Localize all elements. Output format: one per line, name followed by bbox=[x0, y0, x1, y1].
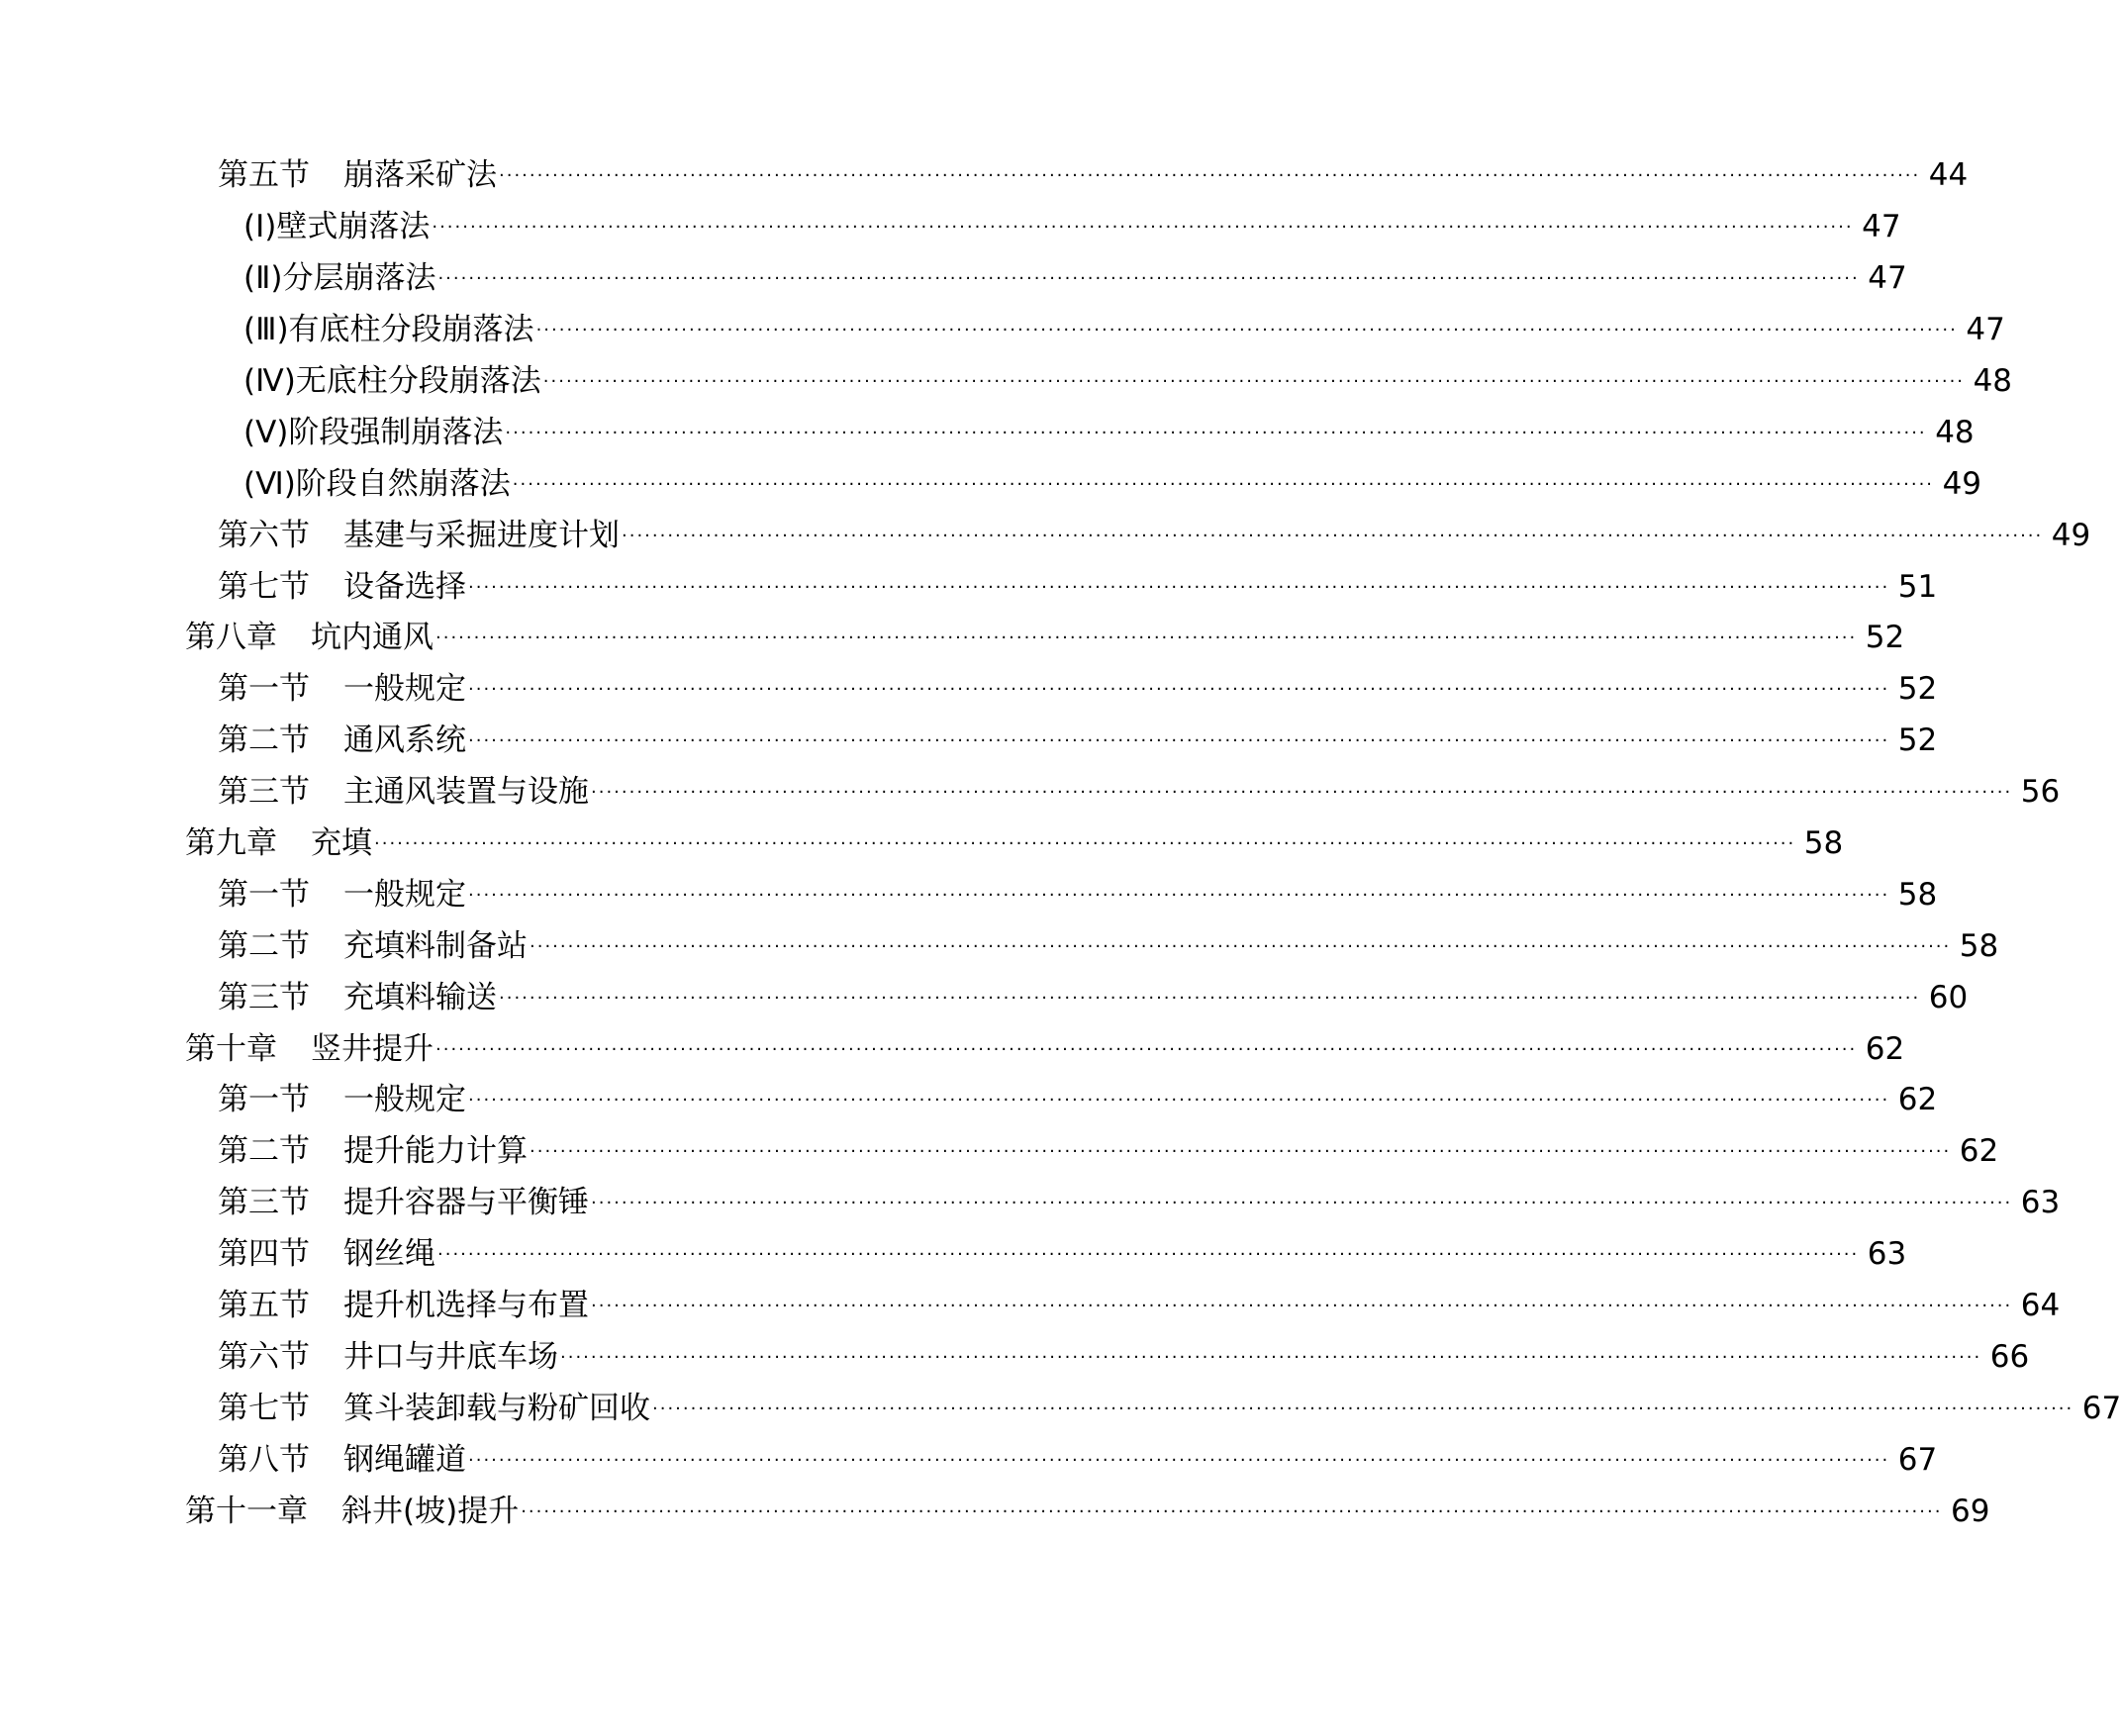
entry-title: 箕斗装卸载与粉矿回收 bbox=[343, 1390, 650, 1426]
chapter-number: 第八章 bbox=[185, 620, 277, 656]
dot-leader bbox=[499, 979, 1920, 1018]
dot-leader bbox=[468, 722, 1889, 761]
page-number: 67 bbox=[1897, 1441, 1938, 1478]
toc-entry-line bbox=[218, 1389, 2121, 1433]
entry-title: 充填料制备站 bbox=[343, 927, 528, 964]
toc-entry-line bbox=[218, 926, 1999, 971]
toc-entry-line bbox=[218, 721, 1938, 765]
chapter-number: 第九章 bbox=[185, 825, 277, 862]
page-number: 47 bbox=[1862, 209, 1901, 245]
toc-entry-line bbox=[218, 1131, 1999, 1176]
section-number: 第二节 bbox=[218, 1133, 310, 1170]
entry-title: 竖井提升 bbox=[311, 1030, 434, 1067]
toc-entry-line bbox=[243, 310, 2005, 354]
chapter-number: 第十一章 bbox=[185, 1493, 308, 1529]
toc-entry-line bbox=[218, 1080, 1938, 1124]
page-number: 44 bbox=[1928, 157, 1969, 194]
toc-entry-line bbox=[243, 258, 1907, 303]
toc-entry-line bbox=[185, 1492, 1990, 1536]
entry-title: (Ⅰ)壁式崩落法 bbox=[243, 209, 431, 245]
toc-entry[interactable] bbox=[0, 460, 1982, 512]
entry-title: 钢丝绳 bbox=[343, 1236, 435, 1273]
page-number: 47 bbox=[1966, 312, 2005, 348]
toc-entry[interactable] bbox=[0, 974, 1969, 1025]
dot-leader bbox=[468, 1081, 1889, 1120]
page-number: 47 bbox=[1868, 260, 1907, 297]
page-number: 52 bbox=[1897, 723, 1938, 759]
page-number: 67 bbox=[2081, 1390, 2121, 1426]
toc-entry[interactable] bbox=[0, 409, 1975, 460]
toc-entry-line bbox=[218, 155, 1969, 200]
dot-leader bbox=[530, 927, 1951, 967]
section-number: 第七节 bbox=[218, 1390, 310, 1426]
dot-leader bbox=[468, 670, 1889, 710]
entry-title: 主通风装置与设施 bbox=[343, 774, 589, 811]
entry-title: 提升能力计算 bbox=[343, 1133, 528, 1170]
toc-entry[interactable] bbox=[0, 1231, 1907, 1283]
page-number: 62 bbox=[1897, 1082, 1938, 1118]
toc-entry[interactable] bbox=[0, 820, 1844, 872]
entry-title: 钢绳罐道 bbox=[343, 1441, 466, 1478]
entry-title: 设备选择 bbox=[343, 568, 466, 605]
entry-title: 一般规定 bbox=[343, 876, 466, 913]
toc-entry-line bbox=[218, 772, 2061, 817]
toc-entry[interactable] bbox=[0, 255, 1907, 307]
toc-entry[interactable] bbox=[0, 1180, 2061, 1231]
toc-entry[interactable] bbox=[0, 1025, 1905, 1077]
page-number: 69 bbox=[1950, 1493, 1990, 1529]
toc-entry-line bbox=[243, 413, 1975, 457]
entry-title: (Ⅵ)阶段自然崩落法 bbox=[243, 465, 511, 502]
dot-leader bbox=[468, 568, 1889, 608]
page-number: 63 bbox=[2020, 1185, 2061, 1221]
toc-entry[interactable] bbox=[0, 358, 2013, 410]
toc-entry[interactable] bbox=[0, 307, 2005, 358]
dot-leader bbox=[560, 1338, 1981, 1378]
section-number: 第四节 bbox=[218, 1236, 310, 1273]
page-number: 56 bbox=[2020, 774, 2061, 811]
entry-title: 崩落采矿法 bbox=[343, 157, 497, 194]
dot-leader bbox=[437, 259, 1859, 299]
dot-leader bbox=[437, 1235, 1859, 1275]
entry-title: 斜井(坡)提升 bbox=[341, 1493, 520, 1529]
entry-title: 基建与采掘进度计划 bbox=[343, 517, 620, 553]
entry-title: (Ⅳ)无底柱分段崩落法 bbox=[243, 363, 541, 399]
section-number: 第二节 bbox=[218, 723, 310, 759]
toc-entry[interactable] bbox=[0, 152, 1969, 204]
dot-leader bbox=[622, 517, 2043, 556]
dot-leader bbox=[435, 1030, 1857, 1070]
entry-title: 充填 bbox=[311, 825, 372, 862]
dot-leader bbox=[591, 773, 2012, 813]
entry-title: (Ⅱ)分层崩落法 bbox=[243, 260, 436, 297]
page-number: 48 bbox=[1973, 363, 2013, 399]
toc-entry-line bbox=[185, 618, 1905, 662]
page-number: 66 bbox=[1989, 1338, 2030, 1375]
toc-entry-line bbox=[218, 978, 1969, 1022]
page-number: 51 bbox=[1897, 568, 1938, 605]
dot-leader bbox=[536, 311, 1958, 350]
section-number: 第三节 bbox=[218, 979, 310, 1015]
dot-leader bbox=[499, 156, 1920, 196]
page-number: 52 bbox=[1897, 671, 1938, 708]
dot-leader bbox=[432, 208, 1853, 247]
toc-entry-line bbox=[218, 567, 1938, 612]
dot-leader bbox=[435, 619, 1857, 658]
page-number: 63 bbox=[1867, 1236, 1907, 1273]
toc-entry-line bbox=[218, 875, 1938, 919]
toc-entry-line bbox=[218, 669, 1938, 714]
toc-entry-line bbox=[243, 464, 1982, 509]
section-number: 第一节 bbox=[218, 876, 310, 913]
entry-title: 提升容器与平衡锤 bbox=[343, 1185, 589, 1221]
toc-entry[interactable] bbox=[0, 1128, 1999, 1180]
page-number: 62 bbox=[1959, 1133, 1999, 1170]
toc-entry[interactable] bbox=[0, 922, 1999, 974]
toc-entry[interactable] bbox=[0, 1488, 1990, 1539]
toc-entry-line bbox=[243, 361, 2013, 406]
section-number: 第五节 bbox=[218, 157, 310, 194]
dot-leader bbox=[521, 1493, 1942, 1532]
chapter-number: 第十章 bbox=[185, 1030, 277, 1067]
section-number: 第二节 bbox=[218, 927, 310, 964]
toc-entry[interactable] bbox=[0, 769, 2061, 820]
page-number: 62 bbox=[1865, 1030, 1905, 1067]
toc-entry[interactable] bbox=[0, 615, 1905, 666]
section-number: 第八节 bbox=[218, 1441, 310, 1478]
page-number: 58 bbox=[1803, 825, 1844, 862]
section-number: 第六节 bbox=[218, 1338, 310, 1375]
entry-title: (Ⅴ)阶段强制崩落法 bbox=[243, 414, 504, 450]
toc-entry-line bbox=[218, 1183, 2061, 1227]
toc-entry-line bbox=[218, 1440, 1938, 1485]
toc-entry-line bbox=[243, 207, 1901, 251]
page-number: 49 bbox=[2051, 517, 2091, 553]
section-number: 第一节 bbox=[218, 1082, 310, 1118]
toc-entry[interactable] bbox=[0, 1333, 2030, 1385]
dot-leader bbox=[591, 1184, 2012, 1223]
toc-entry[interactable] bbox=[0, 512, 2091, 563]
section-number: 第五节 bbox=[218, 1288, 310, 1324]
dot-leader bbox=[468, 1441, 1889, 1481]
toc-entry[interactable] bbox=[0, 1077, 1938, 1128]
section-number: 第一节 bbox=[218, 671, 310, 708]
section-number: 第六节 bbox=[218, 517, 310, 553]
toc-entry[interactable] bbox=[0, 1436, 1938, 1488]
dot-leader bbox=[468, 876, 1889, 916]
toc-entry[interactable] bbox=[0, 204, 1901, 255]
section-number: 第三节 bbox=[218, 1185, 310, 1221]
entry-title: 井口与井底车场 bbox=[343, 1338, 558, 1375]
page-number: 60 bbox=[1928, 979, 1969, 1015]
page-number: 49 bbox=[1942, 465, 1982, 502]
page-number: 48 bbox=[1935, 414, 1975, 450]
dot-leader bbox=[530, 1132, 1951, 1172]
dot-leader bbox=[591, 1287, 2012, 1326]
dot-leader bbox=[652, 1390, 2073, 1429]
page-number: 52 bbox=[1865, 620, 1905, 656]
section-number: 第七节 bbox=[218, 568, 310, 605]
section-number: 第三节 bbox=[218, 774, 310, 811]
dot-leader bbox=[374, 824, 1795, 864]
toc-entry[interactable] bbox=[0, 666, 1938, 718]
toc-entry-line bbox=[218, 1286, 2061, 1330]
toc-entry[interactable] bbox=[0, 1283, 2061, 1334]
toc-entry-line bbox=[218, 1234, 1907, 1279]
dot-leader bbox=[505, 414, 1926, 453]
entry-title: 一般规定 bbox=[343, 1082, 466, 1118]
page-number: 58 bbox=[1897, 876, 1938, 913]
entry-title: 充填料输送 bbox=[343, 979, 497, 1015]
entry-title: 坑内通风 bbox=[311, 620, 434, 656]
entry-title: (Ⅲ)有底柱分段崩落法 bbox=[243, 312, 534, 348]
page-number: 58 bbox=[1959, 927, 1999, 964]
dot-leader bbox=[513, 465, 1934, 505]
toc-entry[interactable] bbox=[0, 1385, 2121, 1436]
toc-entry-line bbox=[218, 1337, 2030, 1382]
toc-entry[interactable] bbox=[0, 563, 1938, 615]
toc-entry-line bbox=[185, 1029, 1905, 1074]
toc-entry-line bbox=[218, 516, 2091, 560]
toc-entry-line bbox=[185, 823, 1844, 868]
entry-title: 一般规定 bbox=[343, 671, 466, 708]
entry-title: 通风系统 bbox=[343, 723, 466, 759]
toc-entry[interactable] bbox=[0, 718, 1938, 769]
table-of-contents bbox=[0, 152, 2121, 1539]
toc-entry[interactable] bbox=[0, 871, 1938, 922]
entry-title: 提升机选择与布置 bbox=[343, 1288, 589, 1324]
page-number: 64 bbox=[2020, 1288, 2061, 1324]
dot-leader bbox=[543, 362, 1965, 402]
